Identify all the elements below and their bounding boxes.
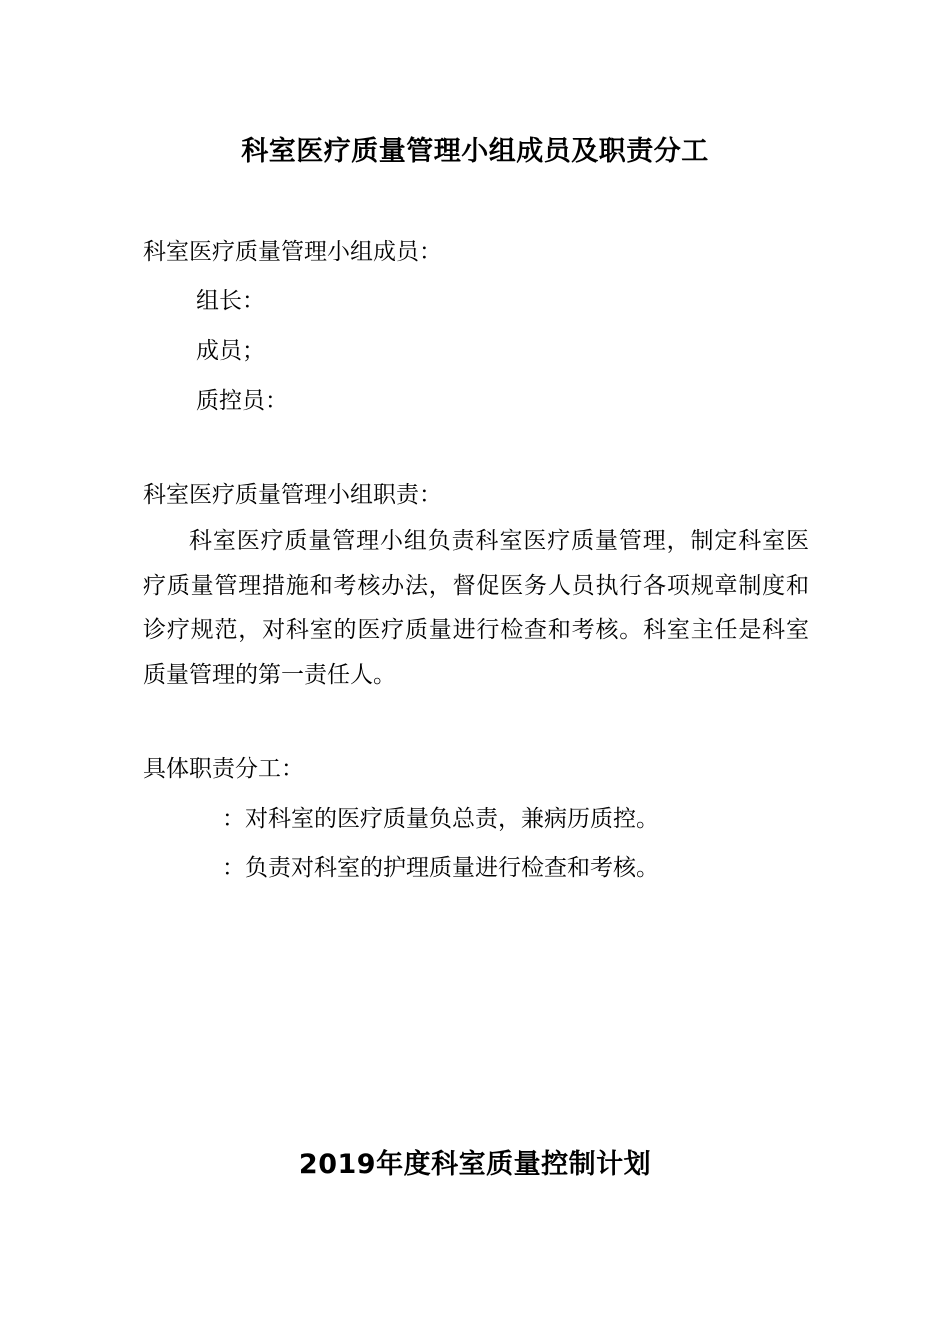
member-label: 成员；	[196, 338, 265, 364]
division-item-1: ：对科室的医疗质量负总责，兼病历质控。	[222, 806, 659, 832]
document-title: 科室医疗质量管理小组成员及职责分工	[241, 136, 709, 167]
division-heading: 具体职责分工：	[143, 756, 304, 782]
duty-heading: 科室医疗质量管理小组职责：	[143, 482, 442, 508]
leader-label: 组长：	[196, 288, 265, 314]
plan-title: 2019年度科室质量控制计划	[298, 1149, 652, 1180]
qc-label: 质控员：	[196, 388, 288, 414]
division-item-2: ：负责对科室的护理质量进行检查和考核。	[222, 855, 659, 881]
members-heading: 科室医疗质量管理小组成员：	[143, 239, 442, 265]
duty-paragraph: 科室医疗质量管理小组负责科室医疗质量管理，制定科室医疗质量管理措施和考核办法，督促医务人员执行各项规章制度和诊疗规范，对科室的医疗质量进行检查和考核。科室主任是科室质量管理的第一责任人。	[143, 528, 809, 688]
